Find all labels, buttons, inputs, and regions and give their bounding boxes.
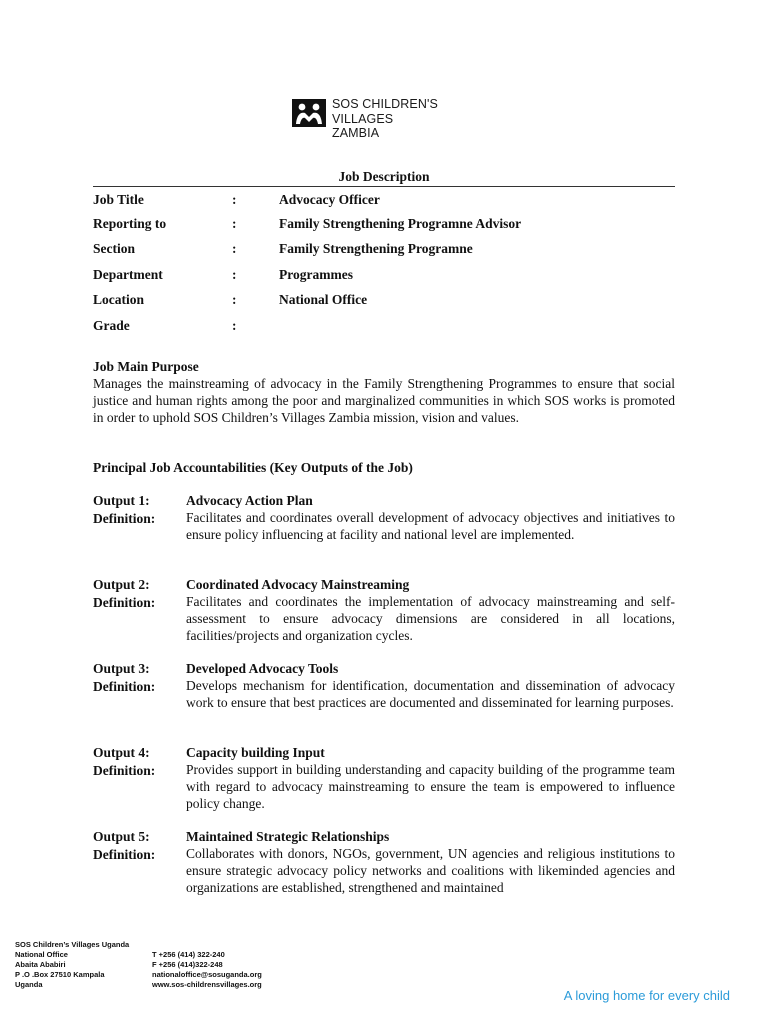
meta-row-location [93, 292, 675, 310]
footer-line: SOS Children’s Villages Uganda [15, 940, 130, 949]
meta-row-grade [93, 318, 675, 336]
output-title: Maintained Strategic Relationships [186, 829, 390, 844]
title-divider [93, 186, 675, 187]
output-title: Developed Advocacy Tools [186, 661, 339, 676]
definition-text: Provides support in building understanding and capacity building of the programme team with regard to advocacy mainstreaming to ensure the team is empowered to influence policy change. [186, 762, 675, 811]
footer-phone: T +256 (414) 322-240 [152, 950, 225, 959]
meta-row-department [93, 267, 675, 285]
meta-row-reporting-to [93, 216, 675, 234]
output-title: Coordinated Advocacy Mainstreaming [186, 577, 410, 592]
meta-value: Family Strengthening Programne Advisor [279, 216, 522, 231]
footer-website[interactable]: www.sos-childrensvillages.org [152, 980, 262, 989]
output-label: Output 4: [93, 745, 150, 760]
meta-colon: : [232, 292, 237, 307]
definition-label: Definition: [93, 847, 156, 862]
footer-line: Uganda [15, 980, 43, 989]
meta-row-section [93, 241, 675, 259]
footer-email[interactable]: nationaloffice@sosuganda.org [152, 970, 262, 979]
meta-row-job-title [93, 192, 675, 210]
output-label: Output 5: [93, 829, 150, 844]
output-label: Output 2: [93, 577, 150, 592]
output-label: Output 3: [93, 661, 150, 676]
meta-value: Family Strengthening Programne [279, 241, 473, 256]
logo-wordmark [332, 97, 532, 141]
definition-text: Develops mechanism for identification, documentation and dissemination of advocacy work to ensure that best practices are documented and disseminated for learning purposes. [186, 678, 675, 710]
logo-line: VILLAGES [332, 111, 394, 126]
footer-line: Abaita Ababiri [15, 960, 66, 969]
output-title: Capacity building Input [186, 745, 325, 760]
definition-text: Collaborates with donors, NGOs, government, UN agencies and religious institutions to ensure strategic advocacy policy networks and coalitions with likeminded agencies and organizations are established, strengthened and maintained [186, 846, 675, 895]
footer-contacts [152, 950, 262, 990]
purpose-heading: Job Main Purpose [93, 359, 199, 374]
accountabilities-heading: Principal Job Accountabilities (Key Outputs of the Job) [93, 460, 413, 475]
meta-colon: : [232, 216, 237, 231]
definition-text: Facilitates and coordinates the implementation of advocacy mainstreaming and self-assessment to ensure advocacy dimensions are considered in all locations, facilities/projects and organization cycles. [186, 594, 675, 643]
meta-label: Section [93, 241, 135, 256]
output-label: Output 1: [93, 493, 150, 508]
logo-line: SOS CHILDREN'S [332, 97, 438, 111]
footer-line: P .O .Box 27510 Kampala [15, 970, 105, 979]
footer-fax: F +256 (414)322-248 [152, 960, 223, 969]
definition-text: Facilitates and coordinates overall development of advocacy objectives and initiatives to ensure policy influencing at facility and national level are implemented. [186, 510, 675, 542]
sos-logo-icon [292, 99, 326, 127]
definition-label: Definition: [93, 679, 156, 694]
logo-line: ZAMBIA [332, 126, 380, 140]
definition-label: Definition: [93, 595, 156, 610]
definition-label: Definition: [93, 763, 156, 778]
footer-line: National Office [15, 950, 68, 959]
footer-tagline: A loving home for every child [563, 988, 730, 1003]
meta-value: Programmes [279, 267, 353, 282]
meta-value: National Office [279, 292, 368, 307]
footer-address [15, 940, 129, 990]
meta-colon: : [232, 241, 237, 256]
meta-label: Location [93, 292, 145, 307]
definition-label: Definition: [93, 511, 156, 526]
meta-label: Job Title [93, 192, 144, 207]
document-title: Job Description [338, 169, 430, 184]
meta-value: Advocacy Officer [279, 192, 380, 207]
meta-colon: : [232, 192, 237, 207]
meta-label: Department [93, 267, 163, 282]
meta-colon: : [232, 318, 237, 333]
purpose-text: Manages the mainstreaming of advocacy in the Family Strengthening Programmes to ensure that social justice and human rights among the poor and marginalized communities in which SOS works is promoted in order to uphold SOS Children’s Villages Zambia mission, vision and values. [93, 376, 675, 425]
meta-label: Grade [93, 318, 130, 333]
meta-label: Reporting to [93, 216, 167, 231]
meta-colon: : [232, 267, 237, 282]
output-title: Advocacy Action Plan [186, 493, 313, 508]
